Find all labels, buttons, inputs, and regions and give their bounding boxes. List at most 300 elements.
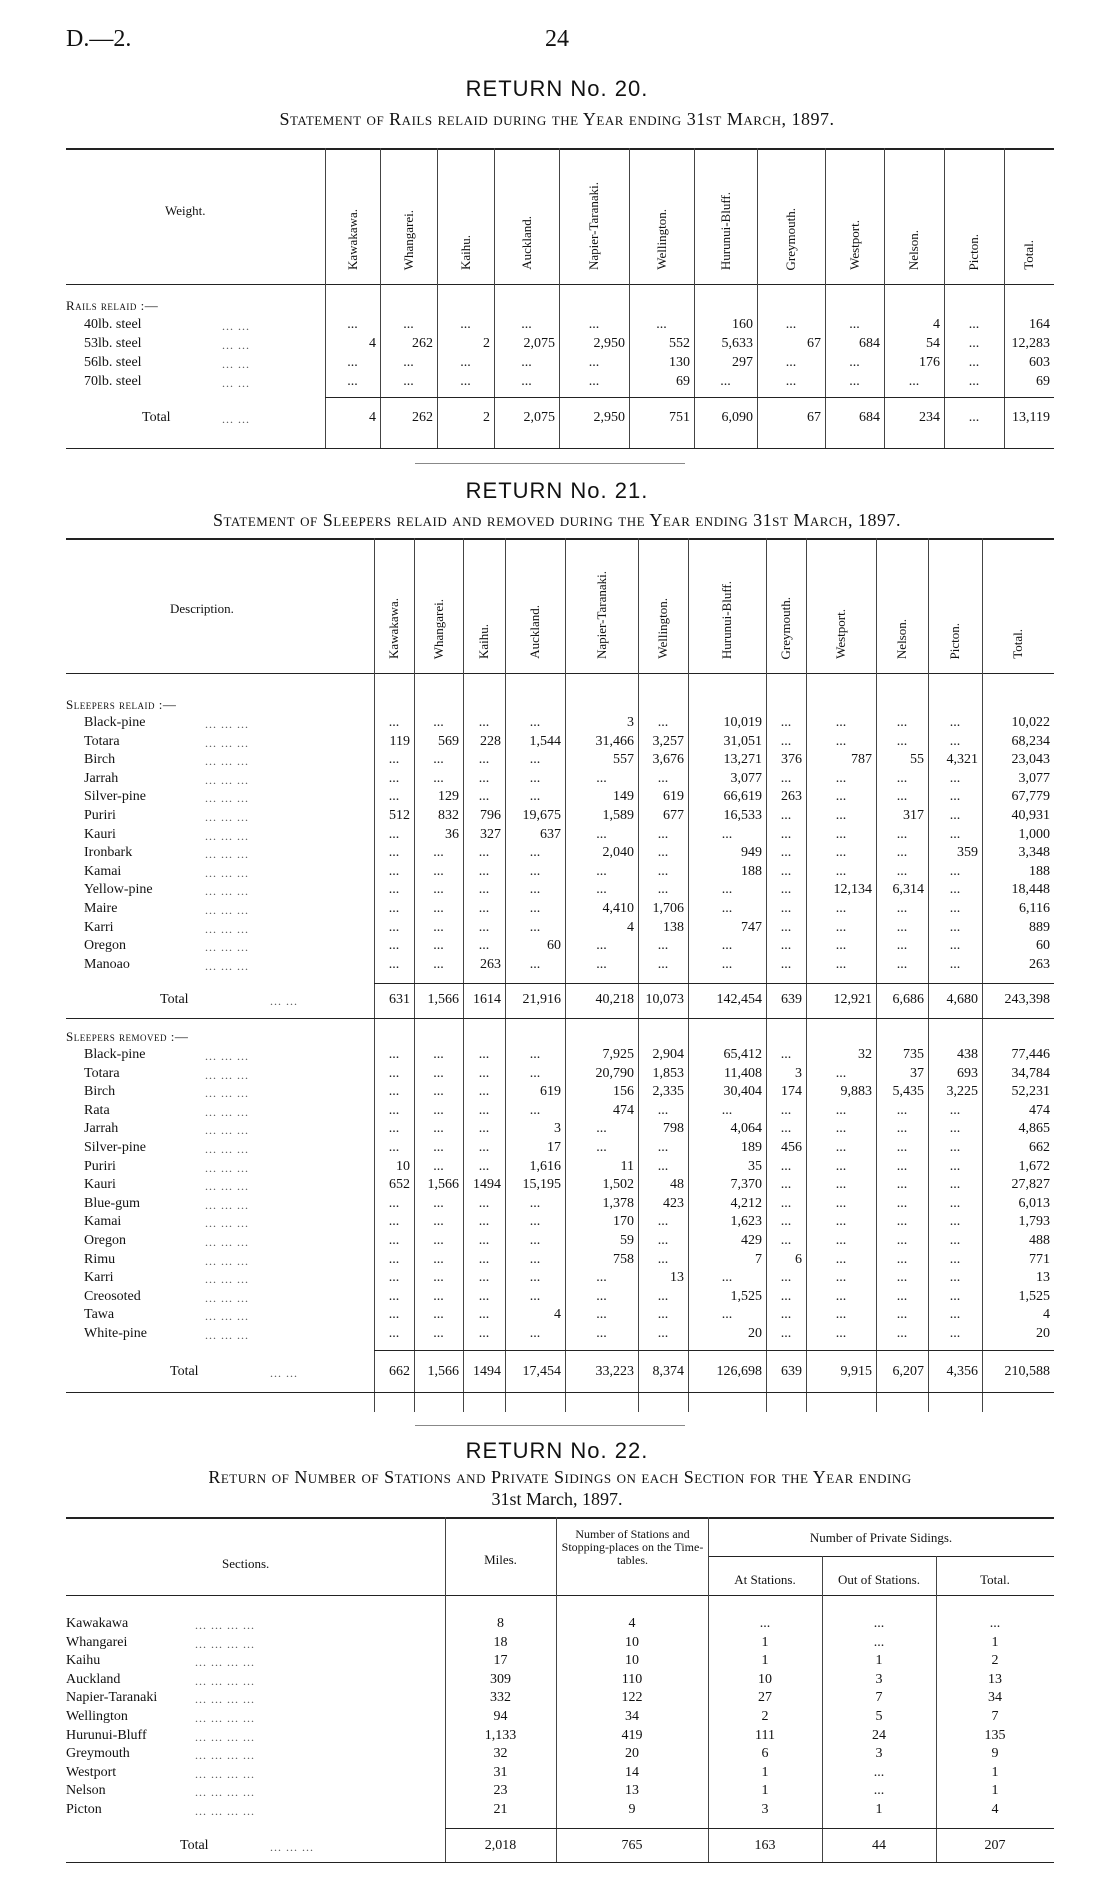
table-cell: ... xyxy=(656,317,667,332)
table-cell: 13 xyxy=(988,1671,1002,1687)
table-cell: 4 xyxy=(933,317,940,332)
table-cell: 263 xyxy=(1029,956,1050,972)
table-cell: 36 xyxy=(445,826,459,842)
total-label: Total xyxy=(142,410,171,425)
table-cell: 3 xyxy=(795,1065,802,1081)
private-sidings-header: Number of Private Sidings. xyxy=(809,1530,953,1545)
table-cell: 234 xyxy=(919,410,940,425)
table-cell: 8 xyxy=(497,1616,504,1631)
leader-dots: ... ... ... xyxy=(205,1049,249,1063)
table-cell: ... xyxy=(780,863,792,879)
table-cell: 60 xyxy=(547,938,561,954)
table-cell: 11,408 xyxy=(724,1065,762,1081)
table-cell: 6 xyxy=(761,1746,769,1762)
table-cell: ... xyxy=(433,1288,444,1304)
table-bottom-rule xyxy=(66,448,1054,449)
table-cell: ... xyxy=(949,938,961,954)
table-cell: ... xyxy=(460,355,471,370)
table-cell: 7 xyxy=(875,1690,883,1706)
table-cell: ... xyxy=(596,1326,607,1341)
leader-dots: ... ... ... ... xyxy=(195,1748,255,1763)
table-cell: ... xyxy=(780,733,792,749)
column-header-kawakawa: Kawakawa. xyxy=(344,209,360,270)
table-cell: ... xyxy=(478,1288,490,1304)
table-cell: 317 xyxy=(903,808,924,823)
table-cell: ... xyxy=(835,715,847,730)
row-label: Birch xyxy=(84,752,116,768)
table-cell: 67,779 xyxy=(1011,789,1050,805)
table-cell: ... xyxy=(835,1326,847,1341)
leader-dots: ... ... ... xyxy=(205,754,249,769)
table-cell: 34,784 xyxy=(1011,1065,1050,1081)
leader-dots: ... ... ... xyxy=(205,865,249,880)
table-cell: 3,676 xyxy=(652,752,684,768)
table-cell: ... xyxy=(989,1616,1001,1631)
table-cell: 15,195 xyxy=(522,1177,561,1193)
total-label: Total xyxy=(170,1364,199,1379)
table-cell: ... xyxy=(896,770,908,786)
table-cell: 1,000 xyxy=(1018,826,1050,842)
table-cell: ... xyxy=(835,1102,847,1118)
column-header-picton: Picton. xyxy=(947,622,962,659)
table-cell: ... xyxy=(433,752,444,768)
table-cell: ... xyxy=(403,355,414,370)
table-cell: ... xyxy=(478,770,490,786)
table-cell: ... xyxy=(949,1158,961,1174)
table-cell: ... xyxy=(835,770,847,786)
table-cell: 228 xyxy=(480,733,501,749)
table-cell: 1614 xyxy=(473,992,501,1007)
table-cell: ... xyxy=(780,1195,792,1211)
header-rule xyxy=(66,1595,1054,1596)
table-cell: ... xyxy=(478,1214,490,1230)
table-cell: 4 xyxy=(627,919,634,935)
table-cell: 262 xyxy=(412,336,433,351)
table-cell: ... xyxy=(347,317,358,332)
leader-dots: ... ... ... xyxy=(205,1104,249,1119)
column-header-whangarei: Whangarei. xyxy=(430,598,446,659)
table-cell: ... xyxy=(835,1233,847,1248)
table-cell: 2,904 xyxy=(652,1047,684,1062)
table-cell: 327 xyxy=(480,826,501,842)
table-cell: ... xyxy=(785,317,797,332)
row-label: Auckland xyxy=(66,1671,121,1687)
table-top-rule xyxy=(66,538,1054,540)
table-cell: 1,853 xyxy=(652,1065,684,1081)
table-cell: 68,234 xyxy=(1011,733,1050,749)
table-cell: 1,793 xyxy=(1018,1214,1050,1230)
column-header-greymouth: Greymouth. xyxy=(778,596,793,659)
table-cell: 27 xyxy=(758,1690,772,1706)
table-cell: 639 xyxy=(781,1364,802,1379)
description-header: Description. xyxy=(170,601,234,616)
leader-dots: ... ... ... xyxy=(205,1309,249,1324)
table-cell: ... xyxy=(780,1270,792,1286)
table-cell: ... xyxy=(388,770,400,786)
table-cell: 512 xyxy=(389,808,410,823)
leader-dots: ... ... ... xyxy=(205,1179,249,1194)
row-label: Manoao xyxy=(84,956,130,972)
miles-header: Miles. xyxy=(484,1552,517,1567)
table-cell: 1 xyxy=(761,1634,769,1650)
total-label: Total xyxy=(180,1838,209,1853)
table-cell: ... xyxy=(896,863,908,879)
table-cell: ... xyxy=(873,1634,885,1650)
column-rule xyxy=(325,148,326,448)
row-label: Kamai xyxy=(84,1214,122,1230)
table-cell: ... xyxy=(596,1307,607,1323)
table-cell: 662 xyxy=(389,1364,410,1379)
table-cell: 37 xyxy=(910,1065,924,1081)
table-cell: 44 xyxy=(872,1838,886,1853)
table-cell: 32 xyxy=(493,1746,508,1762)
table-cell: ... xyxy=(433,1251,444,1267)
table-cell: ... xyxy=(968,355,980,370)
leader-dots: ... ... ... xyxy=(205,735,249,750)
table-cell: ... xyxy=(780,1121,792,1137)
table-cell: 4 xyxy=(991,1802,999,1817)
row-label: Kauri xyxy=(84,826,116,842)
table-cell: ... xyxy=(388,1288,400,1304)
table-cell: 771 xyxy=(1029,1251,1050,1267)
table-cell: 4,321 xyxy=(946,752,978,768)
table-cell: ... xyxy=(478,1084,490,1100)
table-cell: ... xyxy=(780,1047,792,1062)
table-cell: 40,218 xyxy=(595,992,634,1007)
table-cell: ... xyxy=(433,1121,444,1137)
table-cell: ... xyxy=(949,1195,961,1211)
table-cell: ... xyxy=(596,938,607,954)
table-cell: 20,790 xyxy=(595,1065,634,1081)
table-cell: 2,075 xyxy=(523,336,555,351)
leader-dots: ... ... ... ... xyxy=(195,1636,255,1651)
table-cell: ... xyxy=(529,1065,541,1081)
column-rule xyxy=(757,148,758,448)
table-cell: ... xyxy=(835,1177,847,1193)
row-label: Picton xyxy=(66,1802,102,1817)
table-cell: 10 xyxy=(396,1158,410,1174)
table-cell: ... xyxy=(478,1233,490,1248)
table-cell: ... xyxy=(949,808,961,823)
table-cell: 603 xyxy=(1029,355,1050,370)
table-cell: 1,133 xyxy=(484,1727,517,1743)
table-cell: ... xyxy=(388,919,400,935)
table-cell: ... xyxy=(785,355,797,370)
table-cell: 2,018 xyxy=(484,1838,517,1853)
table-cell: ... xyxy=(908,374,920,389)
table-cell: ... xyxy=(596,1121,607,1137)
leader-dots: ... ... ... xyxy=(205,1235,249,1249)
row-label: Whangarei xyxy=(66,1634,128,1650)
table-cell: ... xyxy=(529,789,541,805)
table-cell: 419 xyxy=(621,1727,643,1743)
row-label: Tawa xyxy=(84,1307,115,1323)
table-cell: 456 xyxy=(781,1140,802,1155)
table-cell: ... xyxy=(896,919,908,935)
table-top-rule xyxy=(66,148,1054,150)
table-cell: ... xyxy=(835,1065,847,1081)
row-label: Birch xyxy=(84,1084,116,1100)
table-cell: ... xyxy=(388,901,400,916)
table-cell: ... xyxy=(896,1140,908,1155)
column-header-napiertaranaki: Napier-Taranaki. xyxy=(586,182,601,270)
table-cell: 54 xyxy=(926,336,940,351)
table-cell: ... xyxy=(949,1121,961,1137)
return20-title: RETURN No. 20. xyxy=(465,76,649,101)
leader-dots: ... ... xyxy=(222,338,250,352)
table-cell: ... xyxy=(478,1195,490,1211)
table-cell: ... xyxy=(949,826,961,842)
table-cell: ... xyxy=(478,752,490,768)
table-cell: ... xyxy=(896,1121,908,1137)
table-cell: ... xyxy=(968,336,980,351)
table-cell: ... xyxy=(849,355,860,370)
table-cell: ... xyxy=(759,1616,771,1631)
table-cell: ... xyxy=(949,1307,961,1323)
table-cell: ... xyxy=(657,1158,669,1174)
table-cell: ... xyxy=(388,1102,400,1118)
table-cell: 27,827 xyxy=(1011,1177,1050,1193)
table-cell: 5,435 xyxy=(892,1084,924,1100)
column-rule xyxy=(884,148,885,448)
table-cell: ... xyxy=(388,715,400,730)
table-cell: 619 xyxy=(663,789,684,805)
table-cell: 10,019 xyxy=(723,715,762,730)
table-cell: ... xyxy=(657,715,669,730)
table-cell: ... xyxy=(460,317,471,332)
table-cell: 423 xyxy=(663,1195,684,1211)
table-cell: ... xyxy=(780,1158,792,1174)
table-cell: ... xyxy=(896,733,908,749)
column-rule xyxy=(825,148,826,448)
table-cell: 174 xyxy=(781,1084,802,1100)
leader-dots: ... ... ... xyxy=(270,1840,314,1854)
table-cell: ... xyxy=(835,919,847,935)
leader-dots: ... ... ... ... xyxy=(195,1766,255,1781)
table-cell: 7,925 xyxy=(602,1047,634,1062)
header-rule xyxy=(66,284,1054,285)
table-cell: ... xyxy=(596,1288,607,1304)
table-cell: ... xyxy=(720,374,731,389)
table-cell: ... xyxy=(949,1102,961,1118)
table-cell: ... xyxy=(968,410,980,425)
table-cell: ... xyxy=(780,956,792,972)
table-cell: ... xyxy=(721,956,733,972)
table-cell: 376 xyxy=(781,752,802,768)
table-cell: ... xyxy=(478,789,490,805)
table-cell: ... xyxy=(529,752,541,768)
table-cell: 21 xyxy=(493,1802,508,1817)
table-cell: ... xyxy=(896,1251,908,1267)
row-label: Black-pine xyxy=(84,715,146,730)
table-cell: ... xyxy=(780,845,792,861)
subheader-rule xyxy=(708,1556,1054,1557)
table-cell: ... xyxy=(780,1288,792,1304)
table-cell: 4,410 xyxy=(602,901,634,916)
total-rule xyxy=(325,397,1054,398)
table-cell: 66,619 xyxy=(723,789,762,805)
table-cell: 24 xyxy=(872,1727,886,1743)
table-cell: 758 xyxy=(613,1251,634,1267)
table-cell: ... xyxy=(388,789,400,805)
table-cell: 474 xyxy=(1029,1102,1050,1118)
table-cell: 156 xyxy=(613,1084,634,1100)
table-cell: 6,314 xyxy=(892,882,924,898)
table-cell: 677 xyxy=(663,808,684,823)
group-label: Rails relaid :— xyxy=(66,298,159,313)
table-cell: ... xyxy=(780,1102,792,1118)
table-bottom-rule xyxy=(66,1862,1054,1863)
row-label: Silver-pine xyxy=(84,789,146,805)
return22-subtitle-line1: Return of Number of Stations and Private Sidings on each Section for the Year ending xyxy=(208,1467,912,1487)
table-cell: 6,116 xyxy=(1019,901,1050,916)
table-cell: 6,013 xyxy=(1018,1195,1050,1211)
table-cell: 69 xyxy=(676,374,690,389)
total-rule xyxy=(445,1828,1054,1829)
column-rule xyxy=(629,148,630,448)
table-cell: ... xyxy=(596,1270,607,1286)
column-header-kaihu: Kaihu. xyxy=(457,234,473,270)
table-cell: 1 xyxy=(991,1764,999,1780)
table-cell: ... xyxy=(721,882,733,898)
column-header-greymouth: Greymouth. xyxy=(783,207,798,270)
row-label: Kauri xyxy=(84,1177,116,1193)
table-cell: 31,051 xyxy=(723,733,762,749)
table-cell: 262 xyxy=(412,410,433,425)
table-cell: ... xyxy=(949,1214,961,1230)
table-cell: ... xyxy=(596,770,607,786)
table-cell: 6 xyxy=(795,1251,802,1267)
table-cell: ... xyxy=(721,1270,733,1286)
table-cell: ... xyxy=(388,1307,400,1323)
table-cell: ... xyxy=(388,1251,400,1267)
table-cell: 6,090 xyxy=(721,410,753,425)
table-cell: 2 xyxy=(991,1653,999,1669)
row-label: Kamai xyxy=(84,863,122,879)
table-cell: 67 xyxy=(807,336,821,351)
table-cell: ... xyxy=(478,882,490,898)
table-cell: 798 xyxy=(663,1121,684,1137)
table-cell: ... xyxy=(478,863,490,879)
table-cell: 488 xyxy=(1029,1233,1050,1248)
table-cell: ... xyxy=(388,826,400,842)
column-rule xyxy=(437,148,438,448)
row-label: Black-pine xyxy=(84,1047,146,1062)
table-cell: ... xyxy=(403,374,414,389)
table-cell: ... xyxy=(949,901,961,916)
table-cell: 747 xyxy=(741,919,762,935)
table-cell: ... xyxy=(478,1047,490,1062)
table-cell: 438 xyxy=(957,1047,978,1062)
section-rule xyxy=(66,1018,1054,1019)
total-label: Total xyxy=(160,992,189,1007)
table-cell: 3,077 xyxy=(730,770,762,786)
table-cell: ... xyxy=(529,770,541,786)
column-header-kawakawa: Kawakawa. xyxy=(386,598,401,659)
table-cell: 13 xyxy=(625,1783,639,1799)
table-cell: ... xyxy=(835,826,847,842)
table-cell: 59 xyxy=(620,1233,634,1248)
table-cell: ... xyxy=(388,1214,400,1230)
table-cell: ... xyxy=(780,715,792,730)
table-cell: 1,544 xyxy=(529,733,561,749)
table-cell: 359 xyxy=(957,845,978,861)
table-cell: 20 xyxy=(625,1746,639,1762)
return21-subtitle: Statement of Sleepers relaid and removed during the Year ending 31st March, 1897. xyxy=(213,510,901,530)
table-cell: 4,680 xyxy=(946,992,978,1007)
table-cell: 8,374 xyxy=(652,1364,684,1379)
table-cell: ... xyxy=(529,956,541,972)
stations-header: Number of Stations and Stopping-places on the Time-tables. xyxy=(561,1527,704,1567)
row-label: 53lb. steel xyxy=(84,336,142,351)
table-cell: 188 xyxy=(1029,863,1050,879)
leader-dots: ... ... ... ... xyxy=(195,1711,255,1725)
table-cell: ... xyxy=(433,1326,444,1341)
leader-dots: ... ... ... xyxy=(205,940,249,955)
table-cell: 4 xyxy=(369,410,376,425)
table-cell: 889 xyxy=(1029,919,1050,935)
leader-dots: ... ... ... xyxy=(205,1142,249,1156)
table-cell: ... xyxy=(657,845,669,861)
table-cell: 9 xyxy=(628,1802,636,1817)
table-cell: 637 xyxy=(540,826,561,842)
table-cell: ... xyxy=(949,715,961,730)
leader-dots: ... ... xyxy=(270,1366,298,1380)
at-stations-header: At Stations. xyxy=(734,1572,796,1587)
table-cell: 7 xyxy=(991,1709,999,1724)
table-cell: 5,633 xyxy=(721,336,753,351)
table-cell: ... xyxy=(896,826,908,842)
table-cell: 69 xyxy=(1036,374,1050,389)
table-cell: ... xyxy=(949,919,961,935)
table-cell: 130 xyxy=(669,355,690,370)
table-cell: ... xyxy=(835,733,847,749)
table-cell: 10,073 xyxy=(645,992,684,1007)
leader-dots: ... ... ... ... xyxy=(195,1804,255,1818)
table-cell: 20 xyxy=(748,1326,762,1341)
table-cell: ... xyxy=(780,770,792,786)
row-label: Hurunui-Bluff xyxy=(66,1727,147,1743)
table-cell: 2 xyxy=(761,1709,769,1724)
table-cell: 13 xyxy=(1036,1270,1050,1286)
table-cell: 9 xyxy=(991,1746,999,1762)
row-label: Yellow-pine xyxy=(84,882,153,898)
table-cell: 619 xyxy=(540,1084,561,1100)
table-cell: ... xyxy=(780,1214,792,1230)
table-cell: ... xyxy=(780,938,792,954)
sections-header: Sections. xyxy=(222,1556,270,1571)
row-label: 70lb. steel xyxy=(84,374,142,389)
row-label: Karri xyxy=(84,1270,114,1286)
table-cell: 17,454 xyxy=(522,1364,561,1379)
row-label: Kawakawa xyxy=(66,1616,129,1631)
row-label: Maire xyxy=(84,901,118,916)
table-cell: 20 xyxy=(1036,1326,1050,1341)
table-cell: ... xyxy=(388,1326,400,1341)
table-cell: ... xyxy=(657,882,669,898)
separator-rule xyxy=(415,463,685,464)
group-label-removed: Sleepers removed :— xyxy=(66,1029,189,1044)
table-cell: 13,271 xyxy=(723,752,762,768)
table-cell: 3,077 xyxy=(1018,770,1050,786)
table-cell: ... xyxy=(433,863,444,879)
table-cell: 1 xyxy=(875,1653,883,1669)
table-cell: 1,566 xyxy=(427,1364,459,1379)
total-rule xyxy=(374,983,1054,984)
table-cell: ... xyxy=(529,1102,541,1118)
table-cell: 1,525 xyxy=(1018,1288,1050,1304)
row-label: Oregon xyxy=(84,1233,126,1248)
